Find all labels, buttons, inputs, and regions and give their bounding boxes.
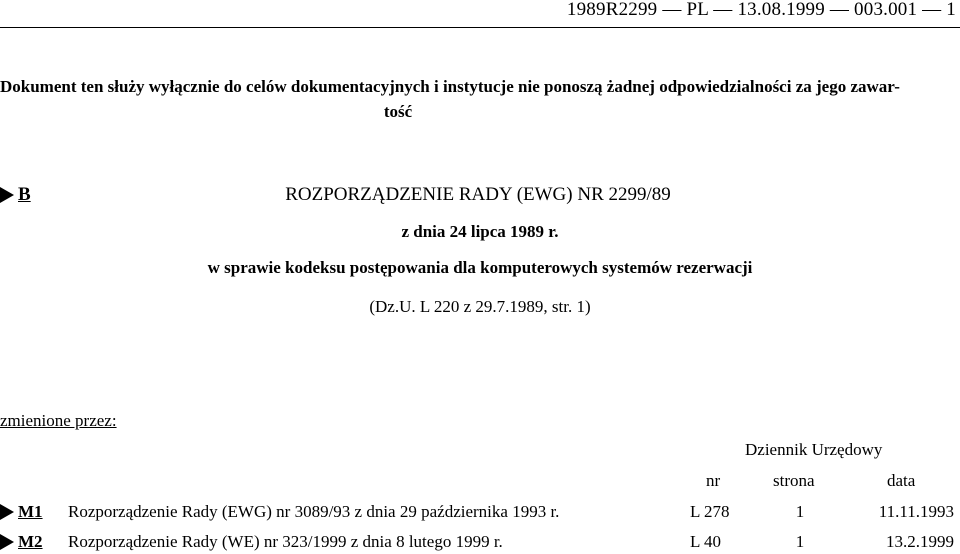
- basic-act-marker-code: B: [18, 184, 31, 205]
- journal-header: Dziennik Urzędowy: [745, 440, 883, 459]
- header-divider: [0, 27, 960, 28]
- triangle-right-icon: [0, 504, 14, 520]
- amendment-page: 1: [795, 532, 805, 551]
- amendment-date: 11.11.1993: [878, 502, 954, 521]
- amendment-description: Rozporządzenie Rady (EWG) nr 3089/93 z dnia 29 października 1993 r.: [68, 502, 560, 521]
- amendment-marker-code: M2: [18, 532, 43, 551]
- regulation-source: (Dz.U. L 220 z 29.7.1989, str. 1): [369, 297, 591, 316]
- amendment-journal-nr: L 40: [690, 532, 722, 551]
- column-header-nr: nr: [706, 471, 721, 490]
- regulation-title-text: ROZPORZĄDZENIE RADY (EWG) NR 2299/89: [285, 184, 671, 205]
- disclaimer-line-1: Dokument ten służy wyłącznie do celów dokumentacyjnych i instytucje nie ponoszą żadnej odpowiedzialności za jego zawar-: [0, 77, 900, 96]
- amendment-journal-nr: L 278: [690, 502, 730, 521]
- amended-by-label: zmienione przez:: [0, 411, 117, 430]
- column-header-date: data: [887, 471, 916, 490]
- regulation-title: [0, 184, 960, 206]
- amendment-marker[interactable]: [0, 501, 43, 523]
- amendment-date: 13.2.1999: [886, 532, 954, 551]
- column-header-page: strona: [773, 471, 815, 490]
- amendment-marker-code: M1: [18, 502, 43, 521]
- regulation-subject: w sprawie kodeksu postępowania dla komputerowych systemów rezerwacji: [207, 258, 753, 277]
- document-reference: 1989R2299 — PL — 13.08.1999 — 003.001 — 1: [566, 0, 956, 20]
- amendment-page: 1: [795, 502, 805, 521]
- amendment-marker[interactable]: [0, 531, 43, 553]
- amendment-row: [0, 501, 960, 523]
- amendment-description: Rozporządzenie Rady (WE) nr 323/1999 z dnia 8 lutego 1999 r.: [68, 532, 503, 551]
- amendment-row: [0, 531, 960, 553]
- disclaimer-line-2: tość: [383, 102, 413, 121]
- triangle-right-icon: [0, 534, 14, 550]
- regulation-date: z dnia 24 lipca 1989 r.: [401, 222, 559, 241]
- disclaimer: [0, 74, 956, 124]
